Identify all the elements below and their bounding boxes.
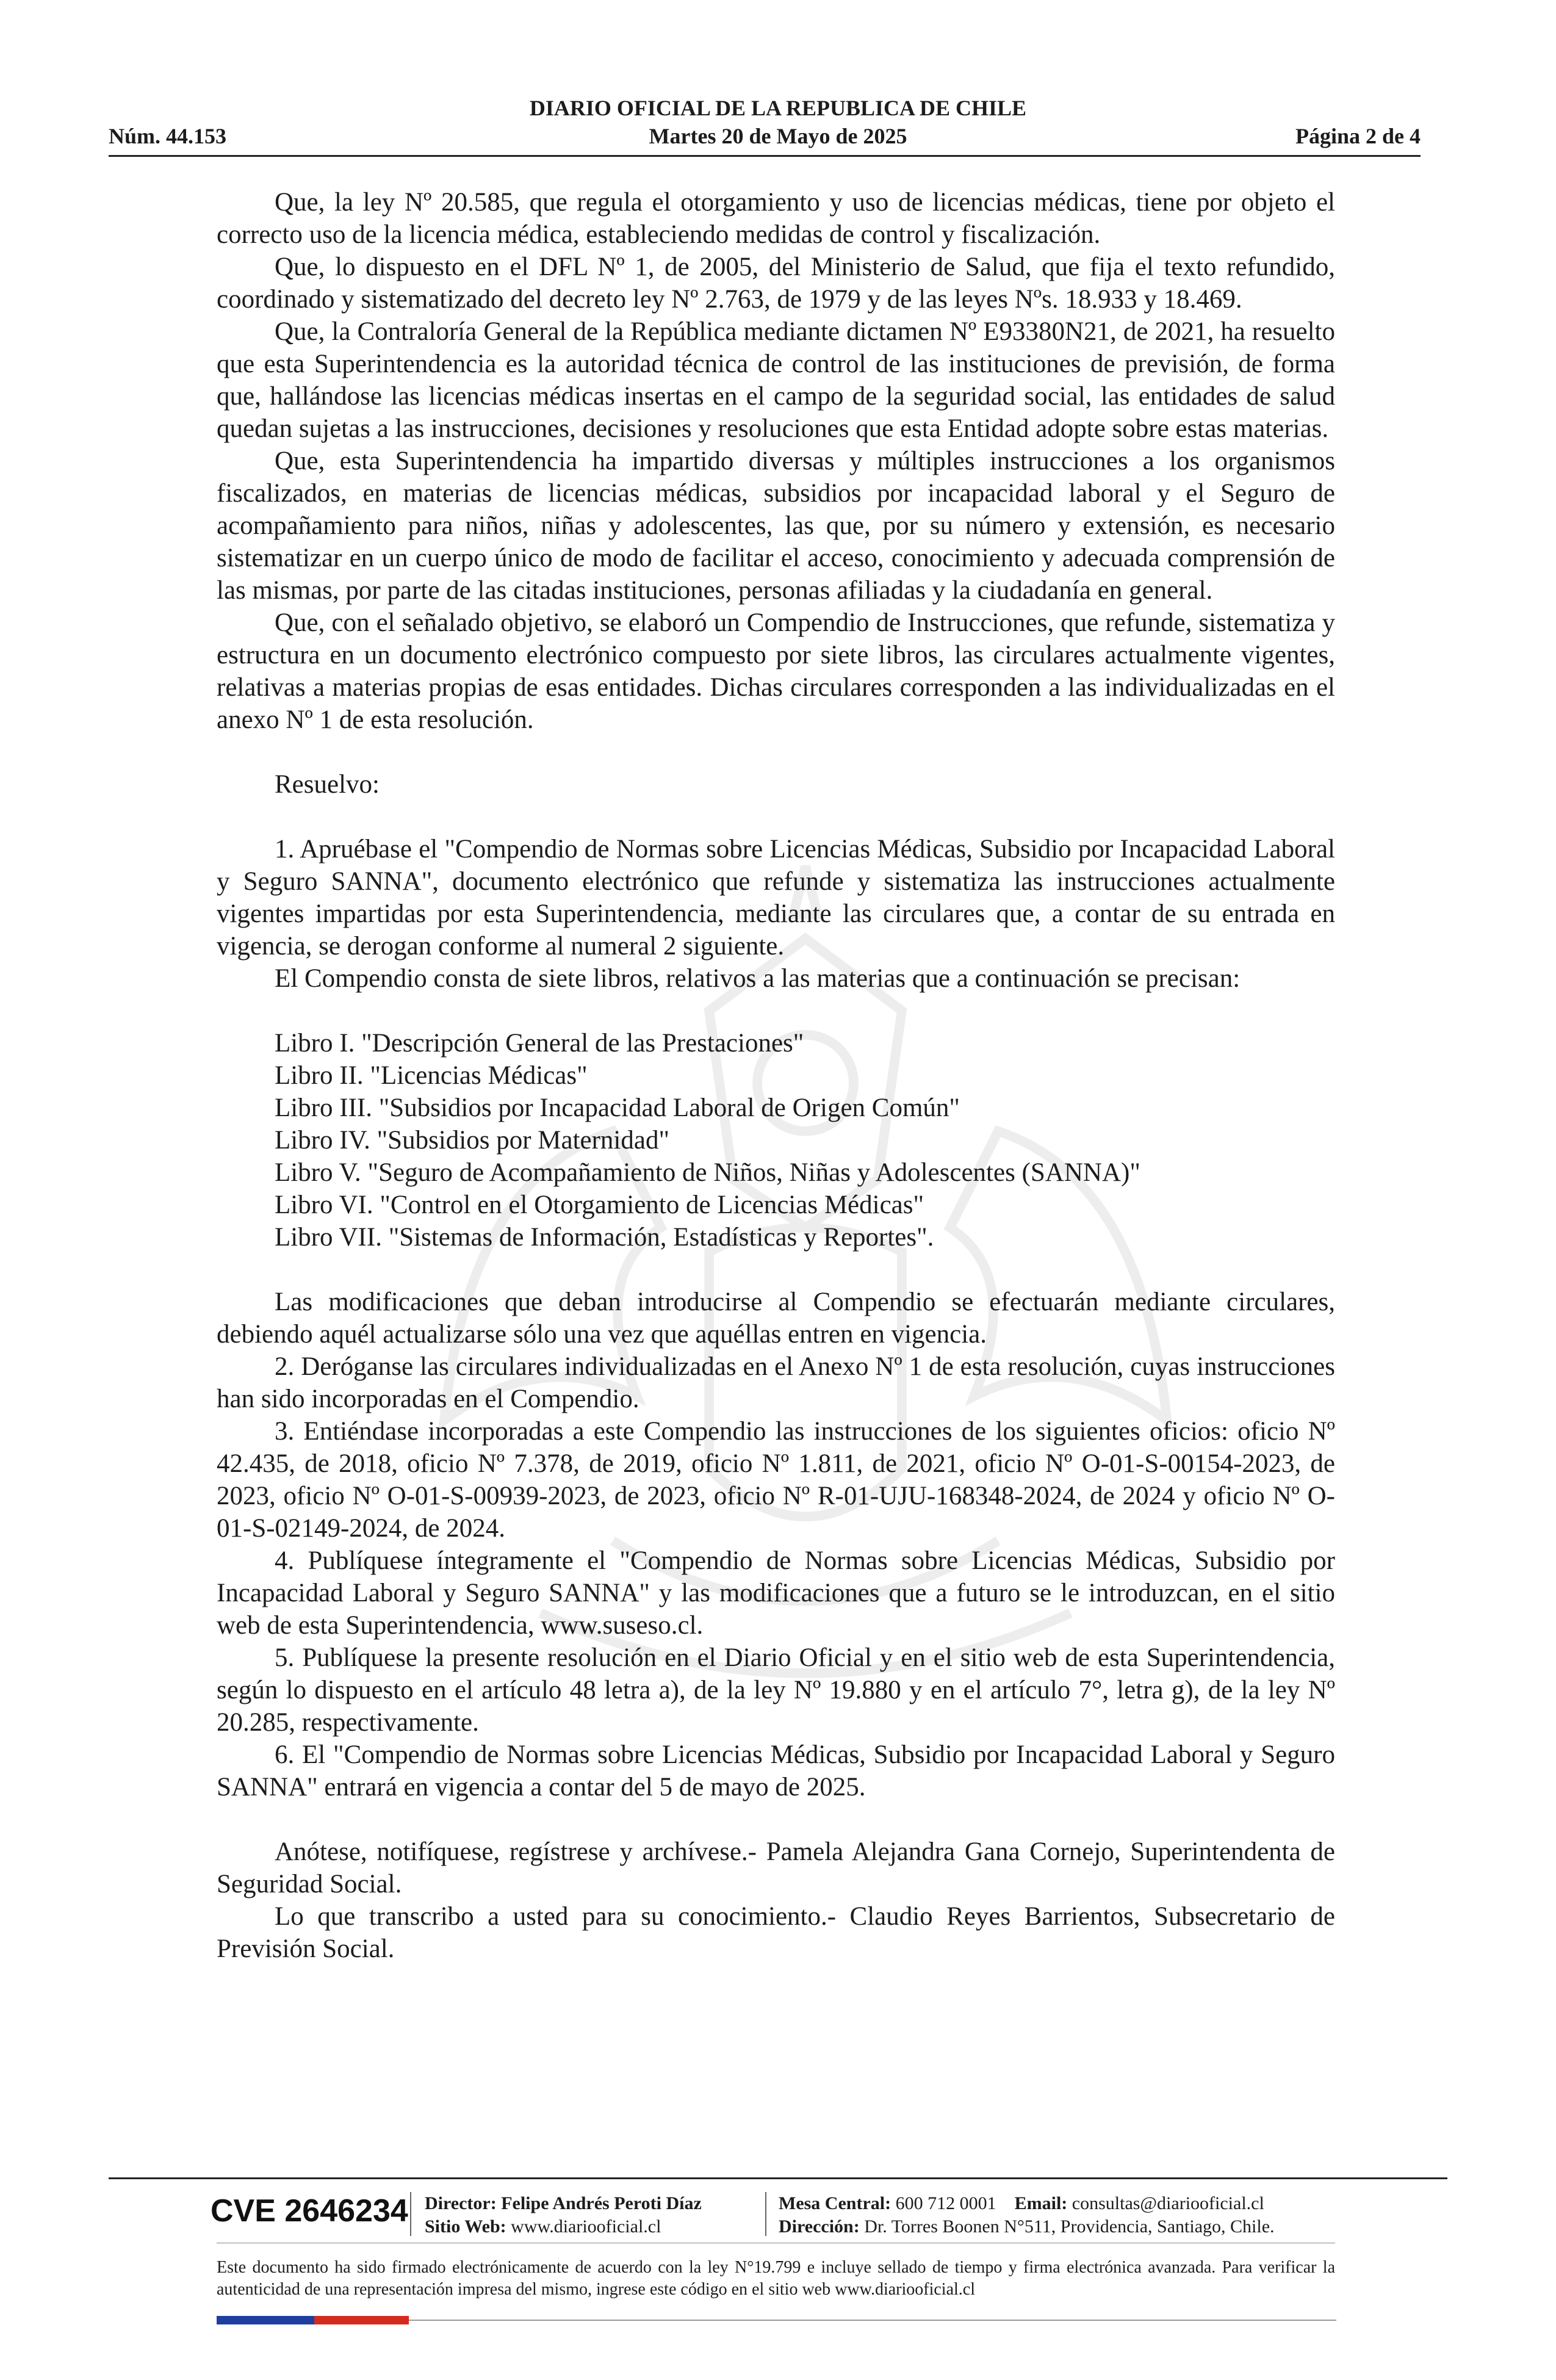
considerando-paragraph: Que, lo dispuesto en el DFL Nº 1, de 2005, del Ministerio de Salud, que fija el texto refundido, coordinado y sistematizado del decreto ley Nº 2.763, de 1979 y de las leyes Nºs. 18.933 y 18.469. — [217, 253, 1335, 314]
mesa-phone: 600 712 0001 — [895, 2193, 996, 2213]
flag-stripe-blue — [217, 2316, 314, 2324]
considerando-paragraph: Que, esta Superintendencia ha impartido diversas y múltiples instrucciones a los organismos fiscalizados, en materias de licencias médicas, subsidios por incapacidad laboral y el Seguro de acompañamiento para niños, niñas y adolescentes, las que, por su número y extensión, es necesario sistematizar en un cuerpo único de modo de facilitar el acceso, conocimiento y adecuada comprensión de las mismas, por parte de las citadas instituciones, personas afiliadas y la ciudadanía en general. — [217, 447, 1335, 605]
resolution-item: Las modificaciones que deban introducirse al Compendio se efectuarán mediante circulares, debiendo aquél actualizarse sólo una vez que aquéllas entren en vigencia. — [217, 1288, 1335, 1349]
libro-item: Libro V. "Seguro de Acompañamiento de Niños, Niñas y Adolescentes (SANNA)" — [275, 1158, 1140, 1187]
resolution-item: 2. Deróganse las circulares individualizadas en el Anexo Nº 1 de esta resolución, cuyas instrucciones han sido incorporadas en el Compendio. — [217, 1352, 1335, 1413]
libro-item: Libro I. "Descripción General de las Prestaciones" — [275, 1029, 804, 1058]
footer-separator — [410, 2192, 411, 2236]
libro-item: Libro II. "Licencias Médicas" — [275, 1061, 588, 1090]
footer-divider — [109, 2177, 1447, 2179]
resolution-item: 3. Entiéndase incorporadas a este Compendio las instrucciones de los siguientes oficios: oficio Nº 42.435, de 2018, oficio Nº 7.378, de 2019, oficio Nº 1.811, de 2021, oficio Nº O-01-S-00154-2023, de 2023, oficio Nº O-01-S-00939-2023, de 2023, oficio Nº R-01-UJU-168348-2024, de 2024 y oficio Nº O-01-S-02149-2024, de 2024. — [217, 1417, 1335, 1543]
sitio-web-link[interactable]: www.diariooficial.cl — [511, 2216, 661, 2237]
mesa-label: Mesa Central: — [779, 2193, 891, 2213]
direccion-text: Dr. Torres Boonen N°511, Providencia, Santiago, Chile. — [864, 2216, 1275, 2237]
spacer — [217, 1253, 1335, 1286]
spacer — [217, 1803, 1335, 1836]
sitio-label: Sitio Web: — [425, 2216, 506, 2237]
considerando-paragraph: Que, la ley Nº 20.585, que regula el otorgamiento y uso de licencias médicas, tiene por objeto el correcto uso de la licencia médica, estableciendo medidas de control y fiscalización. — [217, 188, 1335, 249]
spacer — [217, 736, 1335, 768]
email-link[interactable]: consultas@diariooficial.cl — [1072, 2193, 1264, 2213]
newspaper-title: DIARIO OFICIAL DE LA REPUBLICA DE CHILE — [529, 96, 1027, 120]
director-label: Director: — [425, 2193, 497, 2213]
libro-item: Libro VI. "Control en el Otorgamiento de Licencias Médicas" — [275, 1191, 924, 1219]
footer-director-block — [425, 2192, 702, 2238]
flag-line — [409, 2320, 1336, 2321]
direccion-label: Dirección: — [779, 2216, 860, 2237]
resolution-item: 4. Publíquese íntegramente el "Compendio de Normas sobre Licencias Médicas, Subsidio por Incapacidad Laboral y Seguro SANNA" y las modificaciones que a futuro se le introduzcan, en el sitio web de esta Superintendencia, www.suseso.cl. — [217, 1546, 1335, 1640]
issue-date: Martes 20 de Mayo de 2025 — [649, 124, 907, 148]
flag-stripe-red — [314, 2316, 409, 2324]
cve-code: CVE 2646234 — [211, 2193, 408, 2229]
resolution-item: 5. Publíquese la presente resolución en el Diario Oficial y en el sitio web de esta Superintendencia, según lo dispuesto en el artículo 48 letra a), de la ley Nº 19.880 y en el artículo 7°, letra g), de la ley Nº 20.285, respectivamente. — [217, 1643, 1335, 1737]
document-body — [217, 186, 1335, 1965]
resolution-item: El Compendio consta de siete libros, relativos a las materias que a continuación se precisan: — [275, 964, 1241, 993]
resolution-item: 1. Apruébase el "Compendio de Normas sobre Licencias Médicas, Subsidio por Incapacidad Laboral y Seguro SANNA", documento electrónico que refunde y sistematiza las instrucciones actualmente vigentes impartidas por esta Superintendencia, mediante las circulares que, a contar de su entrada en vigencia, se derogan conforme al numeral 2 siguiente. — [217, 835, 1335, 961]
resuelvo-heading: Resuelvo: — [275, 770, 380, 799]
spacer — [217, 801, 1335, 833]
spacer — [217, 995, 1335, 1027]
considerando-paragraph: Que, con el señalado objetivo, se elaboró un Compendio de Instrucciones, que refunde, sistematiza y estructura en un documento electrónico compuesto por siete libros, las circulares actualmente vigentes, relativas a materias propias de esas entidades. Dichas circulares corresponden a las individualizadas en el anexo Nº 1 de esta resolución. — [217, 608, 1335, 734]
director-name: Felipe Andrés Peroti Díaz — [501, 2193, 702, 2213]
closing-paragraph: Lo que transcribo a usted para su conocimiento.- Claudio Reyes Barrientos, Subsecretario de Previsión Social. — [217, 1902, 1335, 1963]
page-number: Página 2 de 4 — [1295, 124, 1421, 148]
considerando-paragraph: Que, la Contraloría General de la República mediante dictamen Nº E93380N21, de 2021, ha resuelto que esta Superintendencia es la autoridad técnica de control de las instituciones de previsión, de forma que, hallándose las licencias médicas insertas en el campo de la seguridad social, las entidades de salud quedan sujetas a las instrucciones, decisiones y resoluciones que esta Entidad adopte sobre estas materias. — [217, 317, 1335, 443]
libro-item: Libro IV. "Subsidios por Maternidad" — [275, 1126, 670, 1155]
closing-paragraph: Anótese, notifíquese, regístrese y archívese.- Pamela Alejandra Gana Cornejo, Superintendenta de Seguridad Social. — [217, 1837, 1335, 1899]
issue-number: Núm. 44.153 — [109, 124, 227, 148]
libro-item: Libro VII. "Sistemas de Información, Estadísticas y Reportes". — [275, 1223, 934, 1252]
email-label: Email: — [1014, 2193, 1068, 2213]
signature-note: Este documento ha sido firmado electrónicamente de acuerdo con la ley N°19.799 e incluye sellado de tiempo y firma electrónica avanzada. Para verificar la autenticidad de una representación impresa del mismo, ingrese este código en el sitio web www.diariooficial.cl — [217, 2258, 1335, 2299]
footer-separator — [765, 2192, 766, 2236]
header-divider — [109, 155, 1421, 157]
resolution-item: 6. El "Compendio de Normas sobre Licencias Médicas, Subsidio por Incapacidad Laboral y Seguro SANNA" entrará en vigencia a contar del 5 de mayo de 2025. — [217, 1740, 1335, 1801]
libro-item: Libro III. "Subsidios por Incapacidad Laboral de Origen Común" — [275, 1094, 960, 1122]
footer-contact-block — [779, 2192, 1275, 2238]
